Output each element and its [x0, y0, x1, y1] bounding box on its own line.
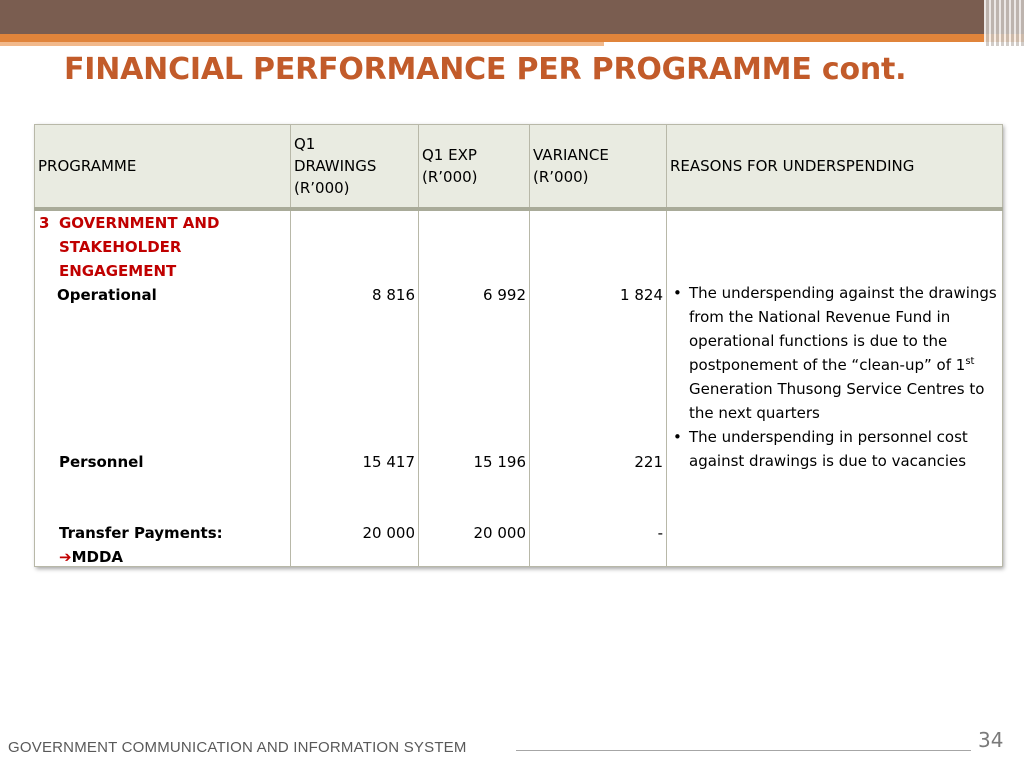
row-label-personnel: Personnel — [59, 453, 144, 471]
exp-personnel: 15 196 — [473, 453, 526, 471]
reason-item-operational: • The underspending against the drawings from the National Revenue Fund in operational functions is due to the postponement of the “clean-up” of 1st Generation Thusong Service Centres to the next quarters — [669, 281, 999, 425]
footer-divider — [516, 750, 971, 751]
drawings-transfer: 20 000 — [362, 524, 415, 542]
reason-item-personnel: • The underspending in personnel cost against drawings is due to vacancies — [669, 425, 999, 473]
variance-cell — [530, 209, 667, 567]
table-row — [35, 209, 1003, 567]
row-label-mdda: ➔MDDA — [59, 545, 123, 569]
variance-transfer: - — [657, 524, 663, 542]
header-reasons: REASONS FOR UNDERSPENDING — [667, 125, 1003, 210]
exp-transfer: 20 000 — [473, 524, 526, 542]
programme-cell — [35, 209, 291, 567]
drawings-operational: 8 816 — [372, 286, 415, 304]
reasons-cell — [667, 209, 1003, 567]
header-accent-bar-light — [0, 42, 604, 46]
table-header-row — [35, 125, 1003, 210]
drawings-personnel: 15 417 — [362, 453, 415, 471]
performance-table — [34, 124, 1003, 567]
reasons-list — [669, 281, 999, 473]
header-corner-stripes — [984, 0, 1024, 46]
footer-organisation: GOVERNMENT COMMUNICATION AND INFORMATION SYSTEM — [8, 739, 467, 756]
variance-operational: 1 824 — [620, 286, 663, 304]
programme-name: GOVERNMENT AND STAKEHOLDER ENGAGEMENT — [59, 214, 220, 280]
header-q1-exp: Q1 EXP (R’000) — [419, 125, 530, 210]
row-label-transfer-payments: Transfer Payments: — [59, 524, 223, 542]
header-top-bar — [0, 0, 1024, 34]
programme-number: 3 — [39, 214, 50, 232]
performance-table-wrapper — [34, 124, 1002, 567]
header-q1-drawings: Q1 DRAWINGS (R’000) — [291, 125, 419, 210]
exp-operational: 6 992 — [483, 286, 526, 304]
page-number: 34 — [978, 728, 1004, 752]
right-arrow-icon: ➔ — [59, 548, 72, 566]
exp-cell — [419, 209, 530, 567]
header-programme: PROGRAMME — [35, 125, 291, 210]
header-accent-gap — [604, 42, 1024, 46]
drawings-cell — [291, 209, 419, 567]
header-accent-bar — [0, 34, 1024, 42]
bullet-icon: • — [673, 428, 682, 446]
variance-personnel: 221 — [634, 453, 663, 471]
bullet-icon: • — [673, 284, 682, 302]
row-label-operational: Operational — [57, 286, 157, 304]
slide-title: FINANCIAL PERFORMANCE PER PROGRAMME cont. — [64, 52, 907, 87]
header-variance: VARIANCE (R’000) — [530, 125, 667, 210]
